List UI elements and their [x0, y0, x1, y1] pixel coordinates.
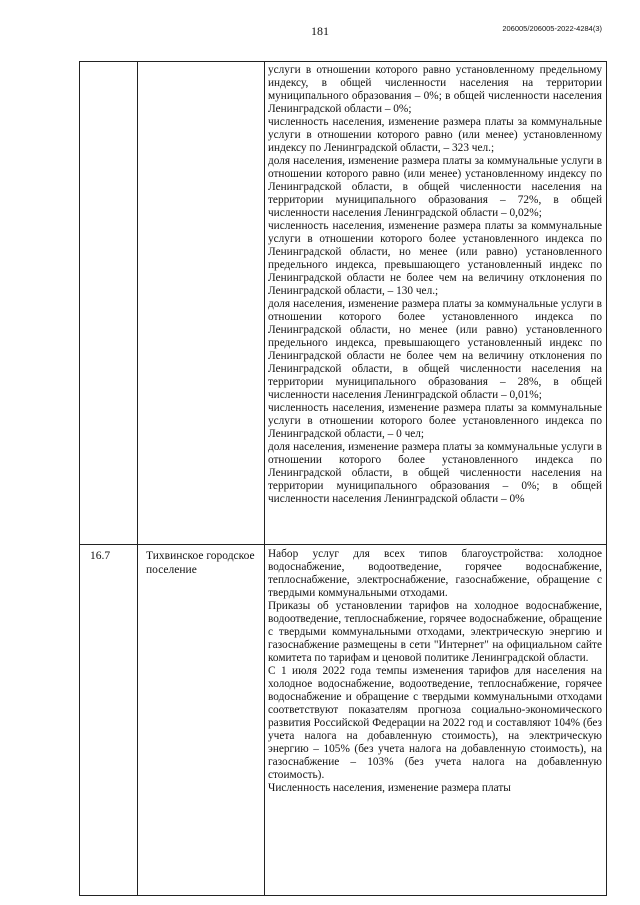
page-number: 181 [311, 24, 329, 38]
paragraph: численность населения, изменение размера платы за коммунальные услуги в отношении которого более установленного индекса по Ленинградской области, – 0 чел; [268, 402, 602, 440]
row-number: 16.7 [90, 550, 111, 562]
paragraph: доля населения, изменение размера платы за коммунальные услуги в отношении которого более установленного индекса по Ленинградской области, в общей численности населения на территории муниципального образования – 0%; в общей численности населения Ленинградской области – 0% [268, 441, 602, 505]
settlement-name: Тихвинское городское поселение [146, 550, 255, 576]
paragraph: численность населения, изменение размера платы за коммунальные услуги в отношении которого более установленного индекса по Ленинградской области, но менее (или равно) установленного предельного индекса, превышающего установленный индекс по Ленинградской области не более чем на величину отклонения по Ленинградской области, – 130 чел.; [268, 220, 602, 297]
column-divider [264, 62, 265, 895]
paragraph: Приказы об установлении тарифов на холодное водоснабжение, водоотведение, теплоснабжение, горячее водоснабжение, обращение с твердыми коммунальными отходами, электрическую энергию и газоснабжение размещены в сети "Интернет" на официальном сайте комитета по тарифам и ценовой политике Ленинградской области. [268, 600, 602, 664]
document-code: 206005/206005-2022-4284(3) [502, 24, 602, 33]
paragraph: Набор услуг для всех типов благоустройства: холодное водоснабжение, водоотведение, горячее водоснабжение, теплоснабжение, электроснабжение, газоснабжение, обращение с твердыми коммунальными отходами. [268, 548, 602, 599]
paragraph: Численность населения, изменение размера платы [268, 782, 511, 794]
paragraph: услуги в отношении которого равно установленному предельному индексу, в общей численности населения на территории муниципального образования – 0%; в общей численности населения Ленинградской области – 0%; [268, 64, 602, 115]
paragraph: численность населения, изменение размера платы за коммунальные услуги в отношении которого равно (или менее) установленному индексу по Ленинградской области, – 323 чел.; [268, 116, 602, 154]
column-divider [137, 62, 138, 895]
data-table [79, 61, 607, 896]
paragraph: доля населения, изменение размера платы за коммунальные услуги в отношении которого равно (или менее) установленному индексу по Ленинградской области, в общей численности населения на территории муниципального образования – 72%, в общей численности населения Ленинградской области – 0,02%; [268, 155, 602, 219]
paragraph: С 1 июля 2022 года темпы изменения тарифов для населения на холодное водоснабжение, водоотведение, теплоснабжение, горячее водоснабжение и обращение с твердыми коммунальными отходами соответствуют показателям прогноза социально-экономического развития Российской Федерации на 2022 год и составляют 104% (без учета налога на добавленную стоимость), на электрическую энергию – 105% (без учета налога на добавленную стоимость), на газоснабжение – 103% (без учета налога на добавленную стоимость). [268, 665, 602, 781]
row-text [268, 548, 602, 894]
paragraph: доля населения, изменение размера платы за коммунальные услуги в отношении которого более установленного индекса по Ленинградской области, но менее (или равно) установленного предельного индекса, превышающего установленный индекс по Ленинградской области не более чем на величину отклонения по Ленинградской области, в общей численности населения на территории муниципального образования – 28%, в общей численности населения Ленинградской области – 0,01%; [268, 298, 602, 401]
top-block-text [268, 64, 602, 542]
row-divider [80, 544, 606, 545]
